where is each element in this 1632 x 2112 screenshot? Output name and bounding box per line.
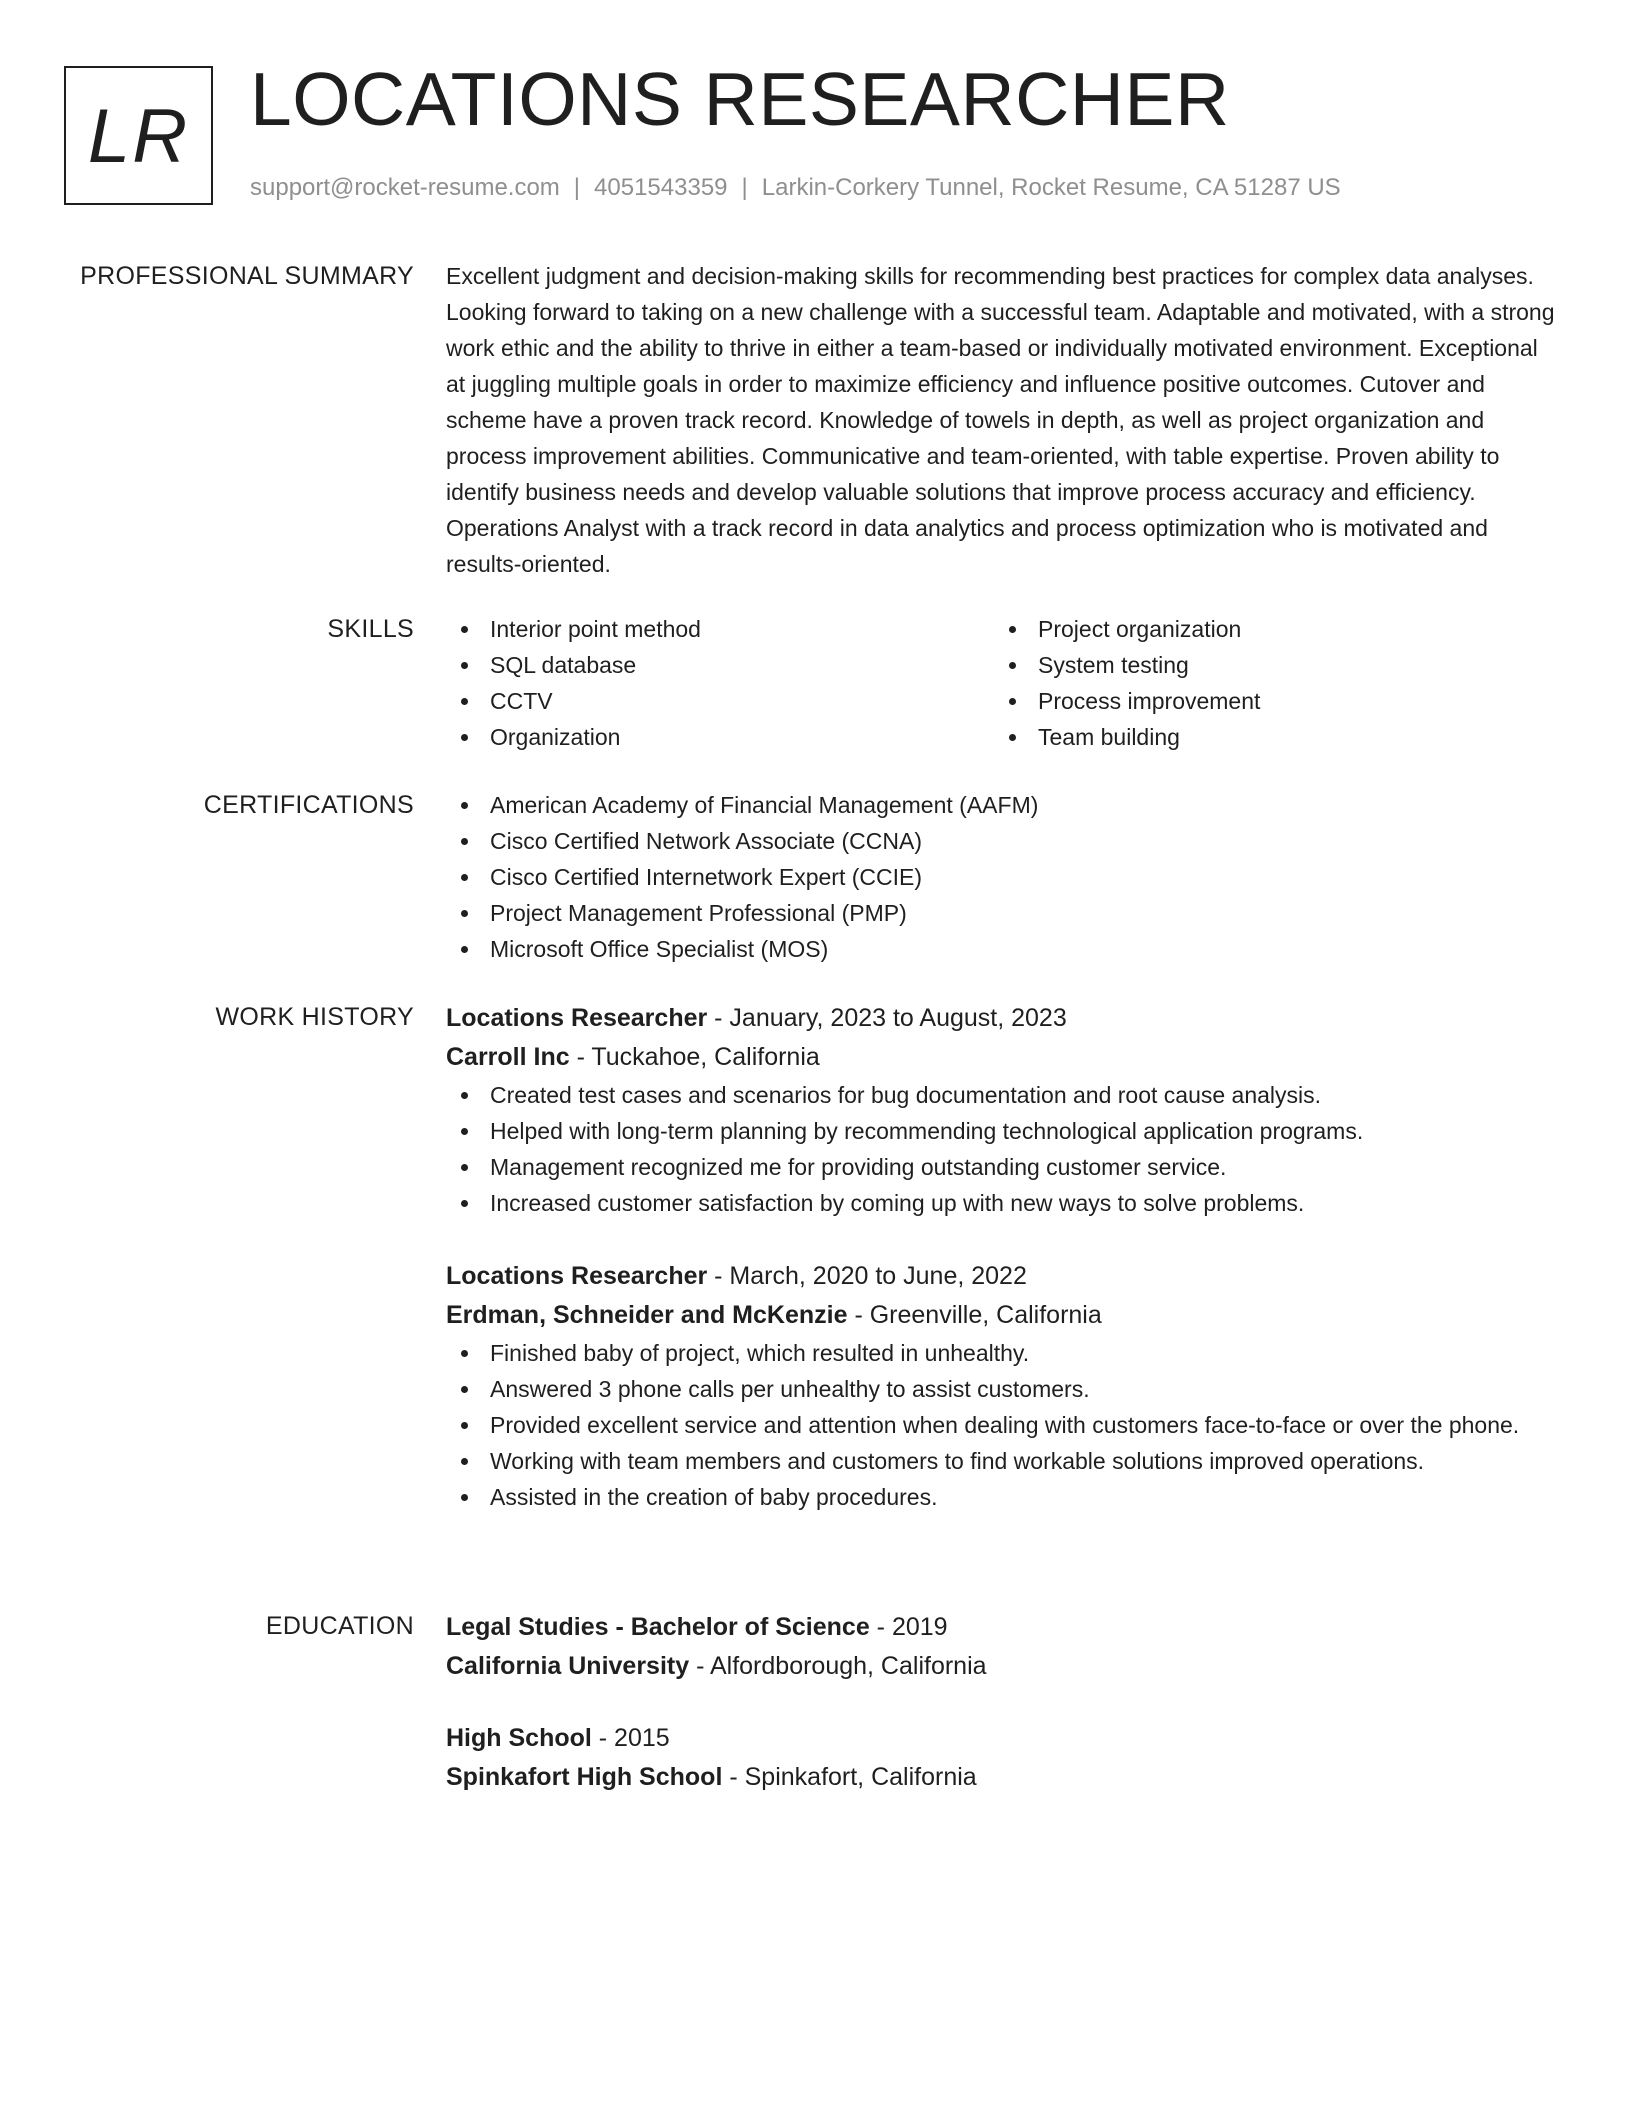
contact-phone[interactable]: 4051543359 bbox=[594, 174, 728, 201]
skills-grid bbox=[446, 611, 1562, 755]
list-item: Team building bbox=[994, 719, 1542, 755]
contact-separator: | bbox=[741, 174, 748, 201]
section-label-work: WORK HISTORY bbox=[215, 1003, 414, 1031]
skills-list-left bbox=[446, 611, 994, 755]
list-item: Management recognized me for providing outstanding customer service. bbox=[446, 1149, 1562, 1185]
section-label-education: EDUCATION bbox=[265, 1612, 414, 1640]
education-year: - 2015 bbox=[591, 1724, 670, 1752]
list-item: Finished baby of project, which resulted in unhealthy. bbox=[446, 1335, 1562, 1371]
job-company: Carroll Inc bbox=[446, 1043, 570, 1071]
education-location: - Spinkafort, California bbox=[722, 1763, 977, 1791]
job-dates: - January, 2023 to August, 2023 bbox=[707, 1004, 1067, 1032]
education-degree: High School bbox=[446, 1724, 592, 1752]
job-bullets bbox=[446, 1335, 1562, 1515]
job-title: Locations Researcher bbox=[446, 1262, 708, 1290]
list-item: Answered 3 phone calls per unhealthy to assist customers. bbox=[446, 1371, 1562, 1407]
education-degree-line bbox=[446, 1719, 1562, 1758]
list-item: Interior point method bbox=[446, 611, 994, 647]
education-school-line bbox=[446, 1647, 1562, 1686]
resume-header bbox=[64, 57, 1564, 212]
monogram-initials: LR bbox=[87, 93, 190, 179]
job-company: Erdman, Schneider and McKenzie bbox=[446, 1301, 848, 1329]
job-company-line bbox=[446, 1038, 1562, 1077]
job-location: - Tuckahoe, California bbox=[569, 1043, 820, 1071]
contact-address: Larkin-Corkery Tunnel, Rocket Resume, CA 51287 US bbox=[761, 174, 1341, 201]
job-title-line bbox=[446, 999, 1562, 1038]
list-item: Helped with long-term planning by recommending technological application programs. bbox=[446, 1113, 1562, 1149]
list-item: Process improvement bbox=[994, 683, 1542, 719]
job-company-line bbox=[446, 1296, 1562, 1335]
job-entry bbox=[446, 1257, 1562, 1515]
section-label-certifications: CERTIFICATIONS bbox=[203, 791, 414, 819]
job-entry bbox=[446, 999, 1562, 1221]
skills-list-right bbox=[994, 611, 1542, 755]
list-item: System testing bbox=[994, 647, 1542, 683]
list-item: Project Management Professional (PMP) bbox=[446, 895, 1562, 931]
list-item: Created test cases and scenarios for bug documentation and root cause analysis. bbox=[446, 1077, 1562, 1113]
education-school-line bbox=[446, 1758, 1562, 1797]
summary-text: Excellent judgment and decision-making skills for recommending best practices for complex data analyses. Looking forward to taking on a new challenge with a successful team. Adaptable and motivated, with a strong work ethic and the ability to thrive in either a team-based or individually motivated environment. Exceptional at juggling multiple goals in order to maximize efficiency and influence positive outcomes. Cutover and scheme have a proven track record. Knowledge of towels in depth, as well as project organization and process improvement abilities. Communicative and team-oriented, with table expertise. Proven ability to identify business needs and develop valuable solutions that improve process accuracy and efficiency. Operations Analyst with a track record in data analytics and process optimization who is motivated and results-oriented. bbox=[446, 263, 1555, 577]
education-year: - 2019 bbox=[869, 1613, 948, 1641]
list-item: Increased customer satisfaction by coming up with new ways to solve problems. bbox=[446, 1185, 1562, 1221]
education-degree-line bbox=[446, 1608, 1562, 1647]
list-item: Project organization bbox=[994, 611, 1542, 647]
list-item: Microsoft Office Specialist (MOS) bbox=[446, 931, 1562, 967]
job-dates: - March, 2020 to June, 2022 bbox=[707, 1262, 1027, 1290]
education-school: California University bbox=[446, 1652, 690, 1680]
job-title: Locations Researcher bbox=[446, 1004, 708, 1032]
list-item: CCTV bbox=[446, 683, 994, 719]
certifications-list bbox=[446, 787, 1562, 967]
monogram-badge bbox=[64, 66, 213, 205]
education-entry bbox=[446, 1608, 1562, 1686]
list-item: Assisted in the creation of baby procedures. bbox=[446, 1479, 1562, 1515]
work-history-body bbox=[446, 999, 1562, 1515]
education-location: - Alfordborough, California bbox=[689, 1652, 987, 1680]
list-item: Cisco Certified Internetwork Expert (CCIE) bbox=[446, 859, 1562, 895]
list-item: Provided excellent service and attention when dealing with customers face-to-face or over the phone. bbox=[446, 1407, 1562, 1443]
contact-separator: | bbox=[573, 174, 581, 201]
certifications-body bbox=[446, 787, 1562, 967]
section-label-summary: PROFESSIONAL SUMMARY bbox=[80, 262, 414, 290]
education-body bbox=[446, 1608, 1562, 1797]
candidate-name: LOCATIONS RESEARCHER bbox=[250, 57, 1230, 141]
job-location: - Greenville, California bbox=[847, 1301, 1102, 1329]
list-item: Organization bbox=[446, 719, 994, 755]
education-degree: Legal Studies - Bachelor of Science bbox=[446, 1613, 870, 1641]
job-bullets bbox=[446, 1077, 1562, 1221]
section-label-skills: SKILLS bbox=[327, 615, 414, 643]
list-item: American Academy of Financial Management (AAFM) bbox=[446, 787, 1562, 823]
education-school: Spinkafort High School bbox=[446, 1763, 723, 1791]
summary-body bbox=[446, 258, 1562, 582]
contact-line bbox=[250, 174, 1341, 202]
list-item: SQL database bbox=[446, 647, 994, 683]
list-item: Cisco Certified Network Associate (CCNA) bbox=[446, 823, 1562, 859]
job-title-line bbox=[446, 1257, 1562, 1296]
contact-email[interactable]: support@rocket-resume.com bbox=[250, 174, 560, 201]
list-item: Working with team members and customers to find workable solutions improved operations. bbox=[446, 1443, 1562, 1479]
education-entry bbox=[446, 1719, 1562, 1797]
